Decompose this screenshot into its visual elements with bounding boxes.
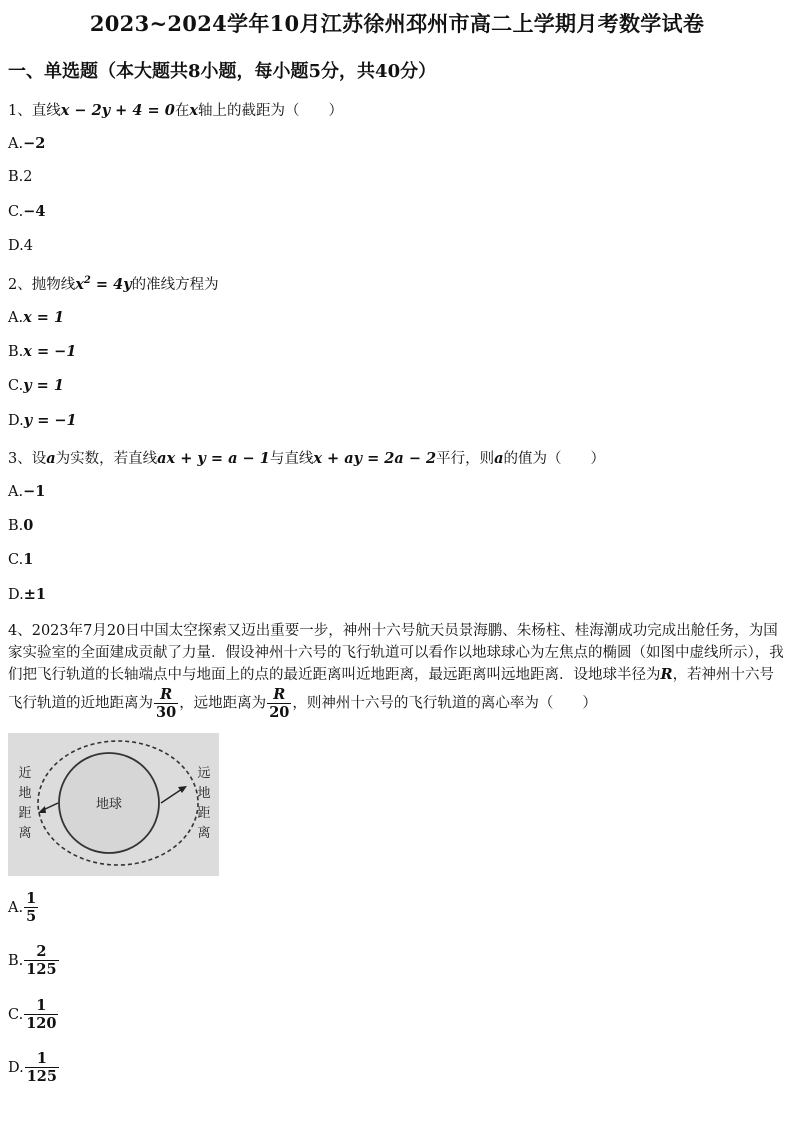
q3-line-2: x + ay = 2a − 2 (313, 450, 437, 467)
orbit-figure (8, 733, 219, 876)
q1-equation: x − 2y + 4 = 0 (60, 102, 175, 119)
q1-option-c[interactable]: C.−4 (8, 203, 46, 220)
earth-label: 地球 (95, 797, 123, 812)
q2-option-d[interactable]: D.y = −1 (8, 412, 77, 429)
near-label-1: 近 (18, 766, 32, 781)
q4-option-a[interactable]: A. $\frac{1}{5}$ (8, 890, 37, 925)
far-label-4: 离 (197, 826, 211, 841)
near-label-3: 距 (18, 806, 32, 821)
q4-far-fraction: $\frac{R}{20}$ (269, 686, 290, 721)
q2-option-a[interactable]: A.x = 1 (8, 309, 65, 326)
q3-option-a[interactable]: A.−1 (8, 483, 46, 500)
q3-option-c[interactable]: C.1 (8, 551, 34, 568)
near-arrowhead (38, 806, 46, 813)
exam-title: 2023~2024学年10月江苏徐州邳州市高二上学期月考数学试卷 (89, 11, 705, 36)
q4-option-b[interactable]: B. $\frac{2}{125}$ (8, 943, 57, 978)
q1-option-d[interactable]: D.4 (8, 238, 33, 254)
question-2: 2、抛物线$x^2 = 4y$的准线方程为 (8, 275, 219, 293)
q1-option-b[interactable]: B.2 (8, 169, 33, 185)
far-label-2: 地 (197, 786, 211, 801)
q4-near-fraction: $\frac{R}{30}$ (156, 686, 177, 721)
near-label-2: 地 (18, 786, 32, 801)
q3-line-1: ax + y = a − 1 (157, 450, 270, 467)
near-label-4: 离 (18, 826, 32, 841)
q3-option-d[interactable]: D.±1 (8, 586, 46, 603)
far-arrowhead (178, 786, 187, 793)
q4-option-c[interactable]: C. $\frac{1}{120}$ (8, 997, 57, 1032)
orbit-diagram (8, 733, 219, 876)
section-heading: 一、单选题（本大题共8小题，每小题5分，共40分） (8, 61, 437, 82)
far-label-1: 远 (197, 766, 211, 781)
far-label-3: 距 (197, 806, 211, 821)
q2-equation: $x^2 = 4y$ (75, 275, 132, 293)
question-3: 3、设a为实数，若直线ax + y = a − 1与直线x + ay = 2a − 2平行，则a的值为（ ） (8, 450, 606, 467)
question-4: 4、2023年7月20日中国太空探索又迈出重要一步，神州十六号航天员景海鹏、朱杨柱、桂海潮成功完成出舱任务，为国家实验室的全面建成贡献了力量．假设神州十六号的飞行轨道可以看作以地球球心为左焦点的椭圆（如图中虚线所示），我们把飞行轨道的长轴端点中与地面上的点的最近距离叫近地距离，最远距离叫远地距离．设地球半径为R，若神州十六号飞行轨道的近地距离为 $\frac{R}{30}$ ，远地距离为 $\frac{R}{20}$ ，则神州十六号的飞行轨道的离心率为（ ） (8, 623, 784, 721)
q3-option-b[interactable]: B.0 (8, 517, 34, 534)
q2-option-b[interactable]: B.x = −1 (8, 343, 77, 360)
question-1: 1、直线x − 2y + 4 = 0在x轴上的截距为（ ） (8, 102, 343, 119)
q2-option-c[interactable]: C.y = 1 (8, 377, 64, 394)
q4-option-d[interactable]: D. $\frac{1}{125}$ (8, 1050, 57, 1085)
q1-option-a[interactable]: A.−2 (8, 135, 46, 152)
far-arrow (161, 789, 182, 803)
